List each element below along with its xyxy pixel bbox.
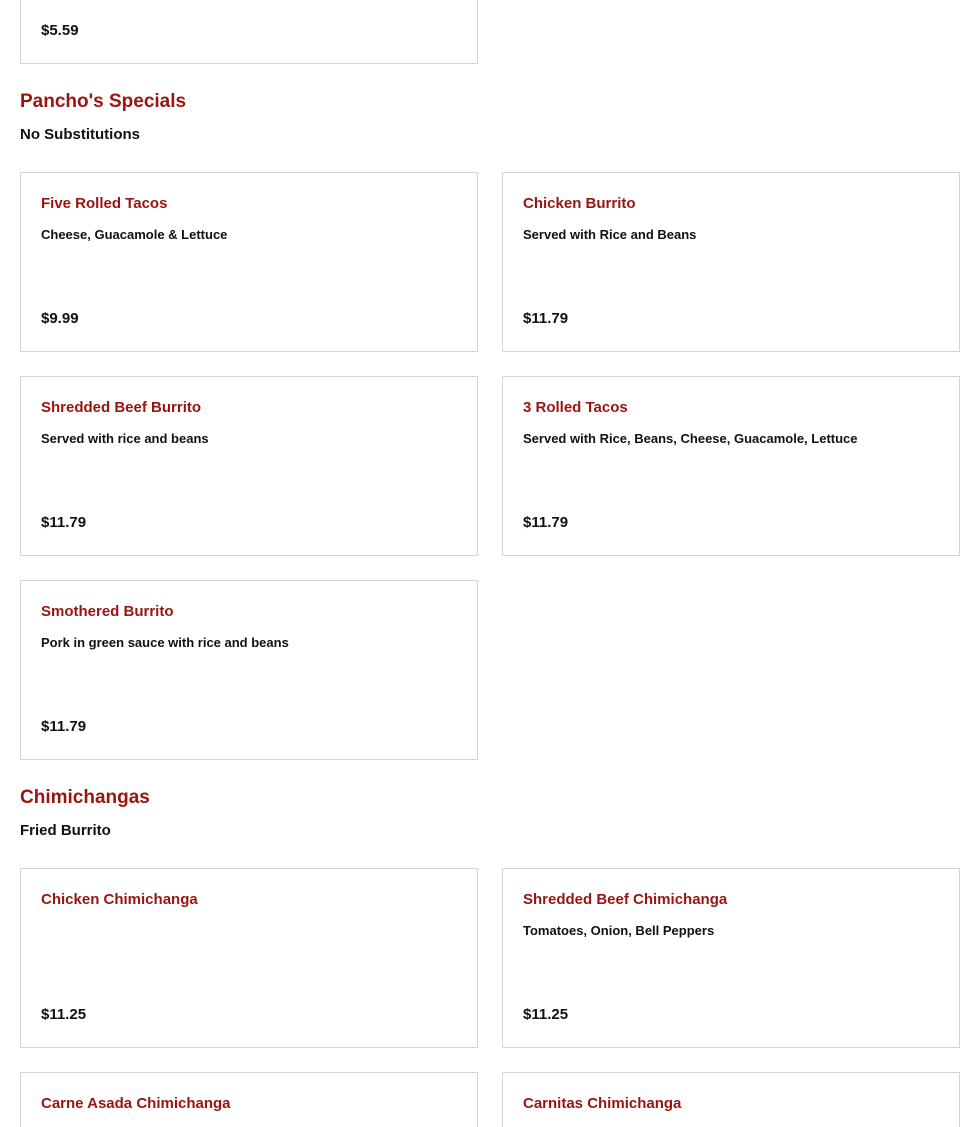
item-description: Served with Rice and Beans [523,227,697,242]
menu-item-card[interactable] [20,868,478,1048]
item-description: Cheese, Guacamole & Lettuce [41,227,228,242]
item-description: Served with Rice, Beans, Cheese, Guacamole, Lettuce [523,431,858,446]
menu-item-card[interactable] [20,172,478,352]
item-name: Carne Asada Chimichanga [41,1095,231,1112]
section-subtitle: Fried Burrito [20,822,111,839]
item-name: 3 Rolled Tacos [523,399,628,416]
item-description: Served with rice and beans [41,431,209,446]
item-price: $5.59 [41,22,79,39]
item-name: Five Rolled Tacos [41,195,168,212]
item-name: Shredded Beef Burrito [41,399,202,416]
item-description: Pork in green sauce with rice and beans [41,635,289,650]
item-price: $11.79 [41,514,87,531]
item-name: Carnitas Chimichanga [523,1095,682,1112]
item-name: Chicken Burrito [523,195,636,212]
section-title: Chimichangas [20,787,150,808]
item-price: $11.25 [523,1006,569,1023]
item-name: Shredded Beef Chimichanga [523,891,728,908]
item-price: $11.79 [523,310,569,327]
item-price: $11.79 [41,718,87,735]
item-price: $11.79 [523,514,569,531]
item-price: $9.99 [41,310,79,327]
menu-item-card[interactable] [20,376,478,556]
item-price: $11.25 [41,1006,87,1023]
menu-item-card[interactable] [20,1072,478,1127]
menu-item-card[interactable] [20,0,478,64]
menu-item-card[interactable] [502,1072,960,1127]
item-name: Smothered Burrito [41,603,174,620]
section-subtitle: No Substitutions [20,126,140,143]
menu-item-card[interactable] [502,868,960,1048]
item-name: Chicken Chimichanga [41,891,198,908]
section-title: Pancho's Specials [20,91,187,112]
menu-item-card[interactable] [502,172,960,352]
menu-item-card[interactable] [20,580,478,760]
item-description: Tomatoes, Onion, Bell Peppers [523,923,715,938]
menu-item-card[interactable] [502,376,960,556]
